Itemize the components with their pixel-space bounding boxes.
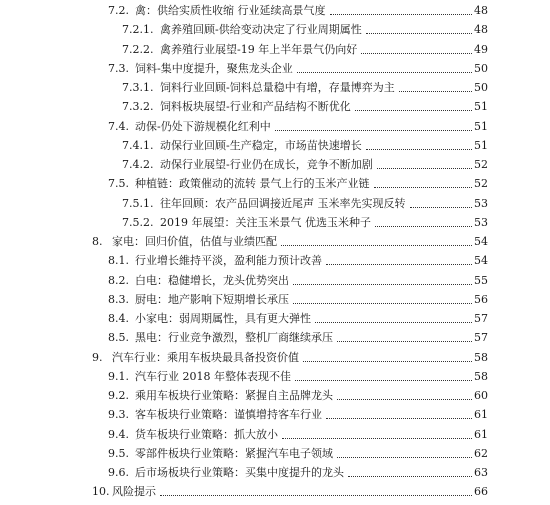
toc-entry-page: 57 [474, 312, 488, 325]
toc-entry-number: 7.3.2. [122, 100, 154, 114]
toc-entry-page: 48 [474, 4, 488, 17]
toc-entry-number: 8.1. [108, 254, 129, 268]
toc-entry-title: 饲料-集中度提升，聚焦龙头企业 [135, 61, 293, 75]
toc-entry-page: 51 [474, 138, 488, 152]
toc-entry-number: 7.4.1. [122, 138, 154, 152]
toc-entry-title: 货车板块行业策略：抓大放小 [135, 427, 278, 441]
toc-entry[interactable] [0, 483, 550, 501]
toc-entry[interactable] [0, 252, 550, 270]
toc-entry[interactable] [0, 118, 550, 136]
dot-leader [160, 495, 472, 496]
toc-entry-number: 9.2. [108, 389, 129, 402]
toc-entry-page: 55 [474, 273, 488, 287]
toc-entry-page: 50 [474, 61, 488, 75]
toc-entry[interactable] [0, 41, 550, 59]
toc-entry-number: 7.5. [108, 177, 129, 191]
toc-entry-number: 8.4. [108, 312, 129, 325]
dot-leader [330, 14, 472, 15]
toc-entry-number: 7.2.2. [122, 42, 154, 56]
toc-entry-title: 黑电：行业竞争激烈，整机厂商继续承压 [135, 331, 333, 345]
toc-entry[interactable] [0, 79, 550, 97]
toc-entry-title: 饲料板块展望-行业和产品结构不断优化 [160, 100, 351, 114]
toc-entry-title: 往年回顾：农产品回调接近尾声 玉米率先实现反转 [160, 196, 406, 210]
dot-leader [282, 438, 472, 439]
toc-entry[interactable] [0, 60, 550, 78]
dot-leader [293, 284, 472, 285]
toc-entry-page: 53 [474, 215, 488, 229]
toc-entry-number: 9.3. [108, 408, 129, 422]
toc-entry[interactable] [0, 98, 550, 116]
toc-entry[interactable] [0, 2, 550, 20]
toc-entry[interactable] [0, 291, 550, 309]
toc-entry-title: 禽养殖回顾-供给变动决定了行业周期属性 [160, 23, 362, 37]
dot-leader [315, 322, 472, 323]
dot-leader [355, 110, 472, 111]
toc-entry-number: 7.2. [108, 4, 129, 17]
toc-entry[interactable] [0, 21, 550, 39]
dot-leader [348, 476, 472, 477]
toc-entry-page: 57 [474, 331, 488, 345]
toc-entry-number: 8.5. [108, 331, 129, 345]
toc-entry-page: 54 [474, 254, 488, 268]
toc-entry[interactable] [0, 426, 550, 444]
dot-leader [366, 149, 472, 150]
toc-entry-title: 动保行业展望-行业仍在成长，竞争不断加剧 [160, 158, 373, 171]
toc-entry[interactable] [0, 137, 550, 155]
toc-entry-number: 7.2.1. [122, 23, 154, 37]
toc-entry-title: 动保-仍处下游规模化红利中 [135, 119, 271, 133]
toc-entry-title: 2019 年展望：关注玉米景气 优选玉米种子 [160, 215, 371, 229]
toc-entry-page: 49 [474, 42, 488, 56]
toc-entry-title: 厨电：地产影响下短期增长承压 [135, 292, 289, 306]
toc-entry-page: 52 [474, 158, 488, 171]
toc-entry[interactable] [0, 272, 550, 290]
toc-entry[interactable] [0, 368, 550, 386]
dot-leader [337, 457, 472, 458]
toc-entry-title: 风险提示 [112, 485, 156, 499]
toc-entry[interactable] [0, 406, 550, 424]
dot-leader [293, 303, 472, 304]
toc-entry-page: 51 [474, 119, 488, 133]
toc-entry-number: 9. [92, 350, 103, 364]
toc-entry-title: 汽车行业：乘用车板块最具备投资价值 [112, 350, 299, 364]
toc-entry-number: 9.6. [108, 466, 129, 479]
toc-entry-title: 饲料行业回顾-饲料总量稳中有增，存量博弈为主 [160, 81, 395, 94]
toc-entry-page: 52 [474, 177, 488, 191]
toc-entry-title: 禽养殖行业展望-19 年上半年景气仍向好 [160, 42, 358, 56]
toc-entry-title: 禽：供给实质性收缩 行业延续高景气度 [135, 4, 326, 17]
toc-entry-title: 白电：稳健增长，龙头优势突出 [135, 273, 289, 287]
toc-entry-page: 60 [474, 389, 488, 402]
toc-entry[interactable] [0, 195, 550, 213]
toc-entry-page: 48 [474, 23, 488, 37]
toc-entry-title: 家电：回归价值，估值与业绩匹配 [112, 235, 277, 248]
toc-entry[interactable] [0, 310, 550, 328]
toc-entry-title: 行业增长維持平淡，盈利能力预计改善 [135, 254, 322, 268]
toc-entry-title: 后市场板块行业策略：买集中度提升的龙头 [135, 466, 344, 479]
dot-leader [297, 72, 472, 73]
toc-entry-number: 7.5.2. [122, 215, 154, 229]
toc-entry-number: 7.5.1. [122, 196, 154, 210]
toc-entry-number: 7.3.1. [122, 81, 154, 94]
toc-entry-page: 56 [474, 292, 488, 306]
dot-leader [303, 361, 472, 362]
toc-entry-page: 51 [474, 100, 488, 114]
toc-entry[interactable] [0, 175, 550, 193]
toc-entry[interactable] [0, 329, 550, 347]
toc-entry[interactable] [0, 214, 550, 232]
toc-entry-page: 63 [474, 466, 488, 479]
toc-entry-page: 50 [474, 81, 488, 94]
toc-entry-number: 9.4. [108, 427, 129, 441]
dot-leader [366, 33, 472, 34]
toc-entry[interactable] [0, 233, 550, 251]
toc-entry[interactable] [0, 349, 550, 367]
toc-entry-number: 7.4. [108, 119, 129, 133]
dot-leader [275, 130, 472, 131]
toc-entry-number: 9.1. [108, 369, 129, 383]
toc-entry[interactable] [0, 387, 550, 405]
toc-entry-page: 62 [474, 446, 488, 460]
toc-entry-page: 58 [474, 350, 488, 364]
toc-entry-number: 8.3. [108, 292, 129, 306]
toc-entry[interactable] [0, 156, 550, 174]
dot-leader [337, 341, 472, 342]
dot-leader [326, 264, 472, 265]
toc-entry-title: 汽车行业 2018 年整体表现不佳 [135, 369, 291, 383]
toc-entry-number: 8.2. [108, 273, 129, 287]
toc-entry-page: 61 [474, 408, 488, 422]
toc-entry-number: 10. [92, 485, 110, 499]
toc-entry-title: 零部件板块行业策略：紧握汽车电子领域 [135, 446, 333, 460]
dot-leader [337, 399, 472, 400]
toc-entry-title: 客车板块行业策略：谨慎增持客车行业 [135, 408, 322, 422]
toc-entry-title: 动保行业回顾-生产稳定，市场苗快速增长 [160, 138, 362, 152]
toc-entry[interactable] [0, 464, 550, 482]
toc-entry-number: 9.5. [108, 446, 129, 460]
toc-entry-number: 8. [92, 235, 103, 248]
toc-entry-page: 58 [474, 369, 488, 383]
toc-entry-title: 小家电：弱周期属性，具有更大弹性 [135, 312, 311, 325]
toc-entry-title: 种植链：政策催动的流转 景气上行的玉米产业链 [135, 177, 370, 191]
dot-leader [295, 380, 472, 381]
toc-entry-page: 61 [474, 427, 488, 441]
toc-entry-page: 66 [474, 485, 488, 499]
toc-entry-number: 7.4.2. [122, 158, 154, 171]
toc-entry-page: 53 [474, 196, 488, 210]
toc-entry-number: 7.3. [108, 61, 129, 75]
toc-entry-page: 54 [474, 235, 488, 248]
toc-entry[interactable] [0, 445, 550, 463]
dot-leader [326, 418, 472, 419]
toc-entry-title: 乘用车板块行业策略：紧握自主品牌龙头 [135, 389, 333, 402]
dot-leader [361, 53, 472, 54]
dot-leader [281, 245, 472, 246]
